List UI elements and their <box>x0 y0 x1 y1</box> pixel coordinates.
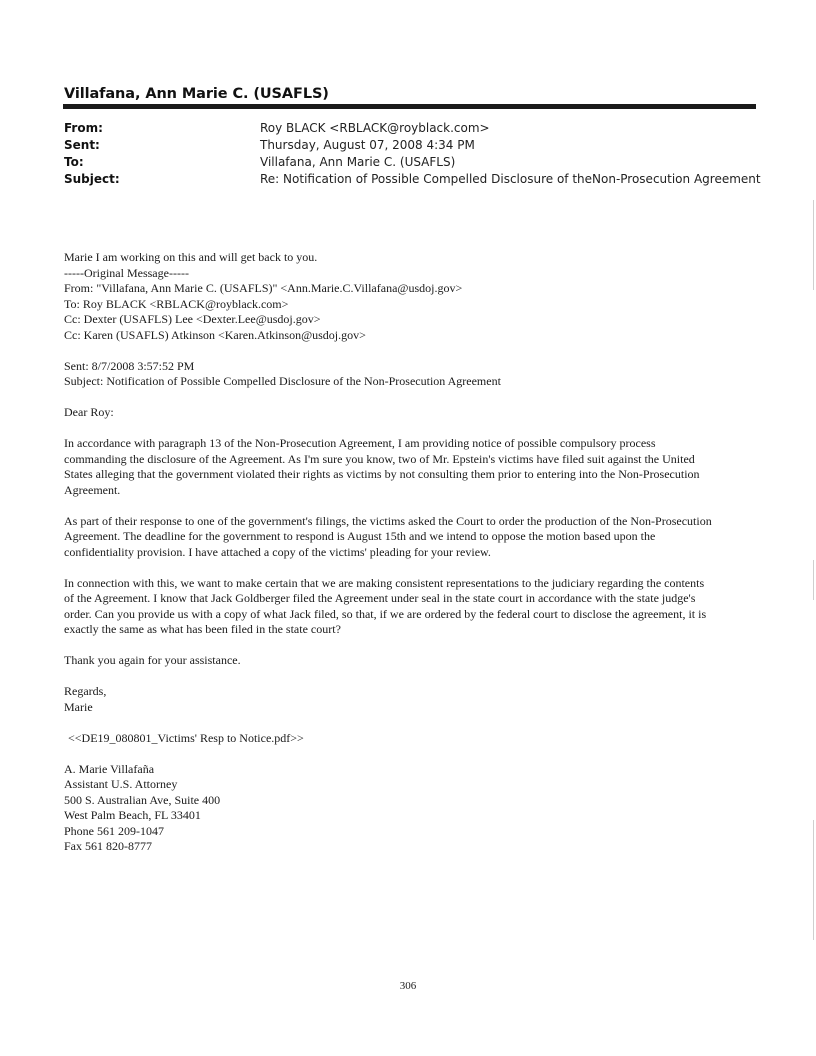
to-label: To: <box>64 155 84 169</box>
paragraph-response: As part of their response to one of the government's filings, the victims asked the Court to order the production of the Non-Prosecution Agreement. The deadline for the government to respond is August 15th and we intend to oppose the motion based upon the confidentiality provision. I have attached a copy of the victims' pleading for your review. <box>64 513 712 559</box>
subject-row <box>64 171 764 188</box>
from-label: From: <box>64 121 103 135</box>
sent-label: Sent: <box>64 138 100 152</box>
original-sent: Sent: 8/7/2008 3:57:52 PM <box>64 358 195 373</box>
email-body <box>64 250 756 855</box>
page-number: 306 <box>399 980 417 992</box>
mailbox-owner-title: Villafana, Ann Marie C. (USAFLS) <box>64 86 329 102</box>
title-rule <box>63 104 756 109</box>
to-row <box>64 154 764 171</box>
from-row <box>64 120 764 137</box>
scan-edge-mark <box>813 820 814 940</box>
signature-fax: Fax 561 820-8777 <box>64 839 152 853</box>
sent-value: Thursday, August 07, 2008 4:34 PM <box>260 138 475 152</box>
sent-row <box>64 137 764 154</box>
spacer <box>64 390 756 406</box>
subject-value: Re: Notification of Possible Compelled Disclosure of theNon-Prosecution Agreement <box>260 172 761 186</box>
signature-phone: Phone 561 209-1047 <box>64 823 164 838</box>
paragraph-request: In connection with this, we want to make certain that we are making consistent representations to the judiciary regarding the contents of the Agreement. I know that Jack Goldberger filed the Agreement under seal in the state court in accordance with the state judge's order. Can you provide us with a copy of what Jack filed, so that, if we are ordered by the federal court to disclose the agreement, it is exactly the same as what has been filed in the state court? <box>64 575 707 636</box>
original-message-separator: -----Original Message----- <box>64 265 189 280</box>
signature-title: Assistant U.S. Attorney <box>64 777 178 791</box>
scan-edge-mark <box>813 560 814 600</box>
original-to: To: Roy BLACK <RBLACK@royblack.com> <box>64 296 289 311</box>
email-header <box>64 120 764 188</box>
signature-address: 500 S. Australian Ave, Suite 400 <box>64 792 221 807</box>
spacer <box>64 421 756 437</box>
from-value: Roy BLACK <RBLACK@royblack.com> <box>260 121 490 135</box>
scan-edge-mark <box>813 200 814 290</box>
original-from: From: "Villafana, Ann Marie C. (USAFLS)" <Ann.Marie.C.Villafana@usdoj.gov> <box>64 281 463 295</box>
spacer <box>64 343 756 359</box>
original-subject: Subject: Notification of Possible Compelled Disclosure of the Non-Prosecution Agreement <box>64 374 501 388</box>
closing-block <box>64 684 756 715</box>
salutation: Dear Roy: <box>64 405 114 419</box>
subject-label: Subject: <box>64 172 120 186</box>
signature-name: A. Marie Villafaña <box>64 761 155 776</box>
attachment-link[interactable]: <<DE19_080801_Victims' Resp to Notice.pdf>> <box>68 730 304 745</box>
thanks-line: Thank you again for your assistance. <box>64 653 241 667</box>
attachment-line <box>64 731 756 747</box>
original-cc-karen: Cc: Karen (USAFLS) Atkinson <Karen.Atkinson@usdoj.gov> <box>64 327 366 342</box>
to-value: Villafana, Ann Marie C. (USAFLS) <box>260 155 456 169</box>
closing-name: Marie <box>64 699 93 714</box>
signature-block <box>64 762 756 855</box>
closing: Regards, <box>64 684 107 698</box>
signature-city: West Palm Beach, FL 33401 <box>64 808 201 822</box>
reply-text: Marie I am working on this and will get back to you. <box>64 250 318 264</box>
original-cc-dexter: Cc: Dexter (USAFLS) Lee <Dexter.Lee@usdoj.gov> <box>64 312 321 326</box>
paragraph-notice: In accordance with paragraph 13 of the Non-Prosecution Agreement, I am providing notice of possible compulsory process commanding the disclosure of the Agreement. As I'm sure you know, two of Mr. Epstein's victims have filed suit against the United States alleging that the government violated their rights as victims by not consulting them prior to entering into the Non-Prosecution Agreement. <box>64 436 700 497</box>
